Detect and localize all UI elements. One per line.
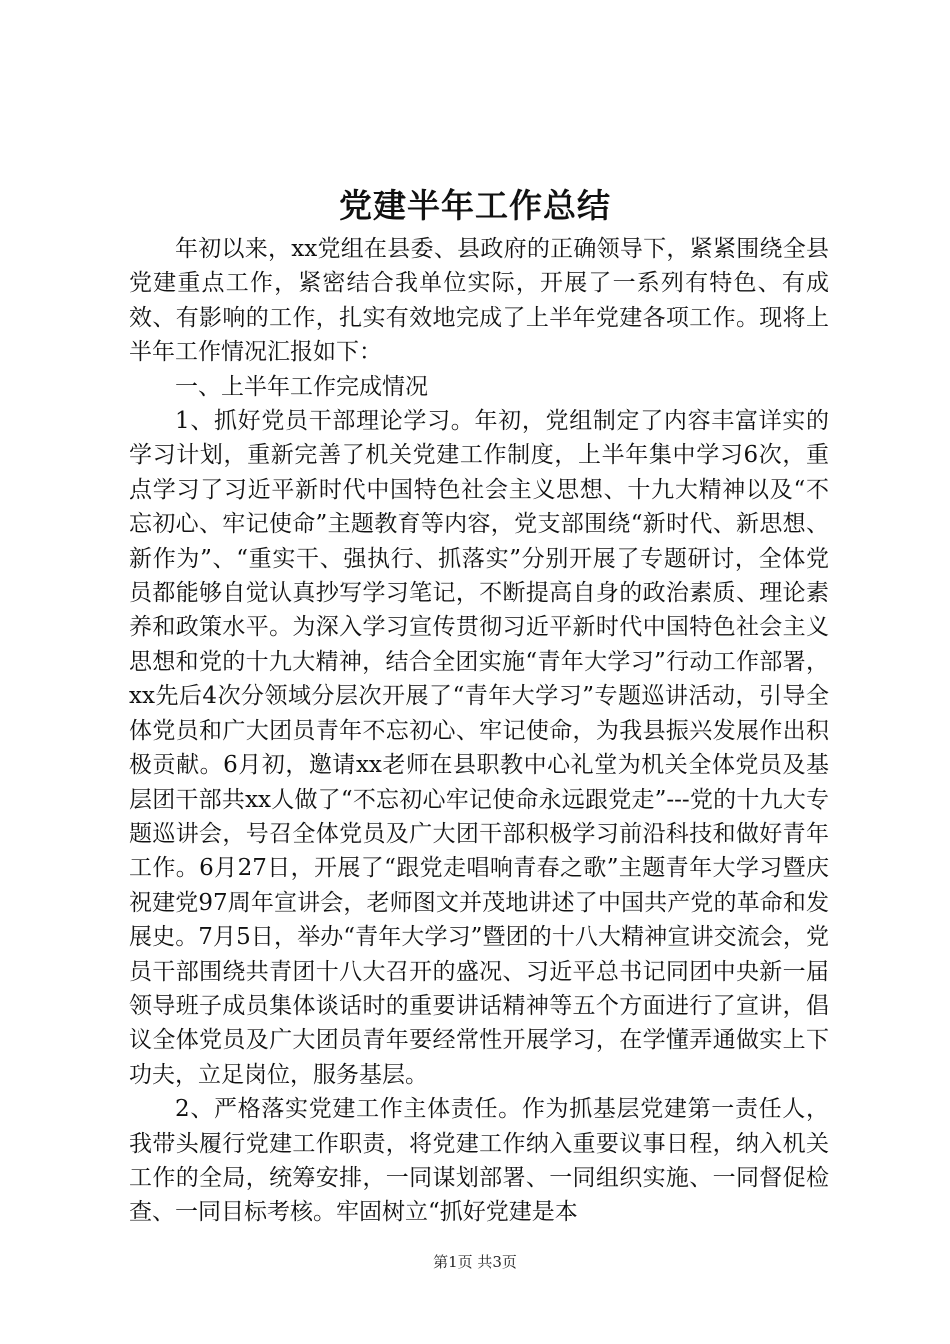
item-2-paragraph: 2、严格落实党建工作主体责任。作为抓基层党建第一责任人，我带头履行党建工作职责，将党建工作纳入重要议事日程，纳入机关工作的全局，统筹安排，一同谋划部署、一同组织实施、一同督促检查、一同目标考核。牢固树立“抓好党建是本 (129, 1096, 829, 1226)
section-heading: 一、上半年工作完成情况 (175, 373, 428, 400)
document-body (129, 232, 829, 1230)
intro-paragraph: 年初以来，xx党组在县委、县政府的正确领导下，紧紧围绕全县党建重点工作，紧密结合我单位实际，开展了一系列有特色、有成效、有影响的工作，扎实有效地完成了上半年党建各项工作。现将上半年工作情况汇报如下： (129, 236, 829, 366)
page-footer: 第1页 共3页 (433, 1253, 517, 1271)
document-title: 党建半年工作总结 (339, 186, 611, 225)
item-1-paragraph: 1、抓好党员干部理论学习。年初，党组制定了内容丰富详实的学习计划，重新完善了机关党建工作制度，上半年集中学习6次，重点学习了习近平新时代中国特色社会主义思想、十九大精神以及“不忘初心、牢记使命”主题教育等内容，党支部围绕“新时代、新思想、新作为”、“重实干、强执行、抓落实”分别开展了专题研讨，全体党员都能够自觉认真抄写学习笔记，不断提高自身的政治素质、理论素养和政策水平。为深入学习宣传贯彻习近平新时代中国特色社会主义思想和党的十九大精神，结合全团实施“青年大学习”行动工作部署，xx先后4次分领域分层次开展了“青年大学习”专题巡讲活动，引导全体党员和广大团员青年不忘初心、牢记使命，为我县振兴发展作出积极贡献。6月初，邀请xx老师在县职教中心礼堂为机关全体党员及基层团干部共xx人做了“不忘初心牢记使命永远跟党走”---党的十九大专题巡讲会，号召全体党员及广大团干部积极学习前沿科技和做好青年工作。6月27日，开展了“跟党走唱响青春之歌”主题青年大学习暨庆祝建党97周年宣讲会，老师图文并茂地讲述了中国共产党的革命和发展史。7月5日，举办“青年大学习”暨团的十八大精神宣讲交流会，党员干部围绕共青团十八大召开的盛况、习近平总书记同团中央新一届领导班子成员集体谈话时的重要讲话精神等五个方面进行了宣讲，倡议全体党员及广大团员青年要经常性开展学习，在学懂弄通做实上下功夫，立足岗位，服务基层。 (129, 408, 829, 1088)
